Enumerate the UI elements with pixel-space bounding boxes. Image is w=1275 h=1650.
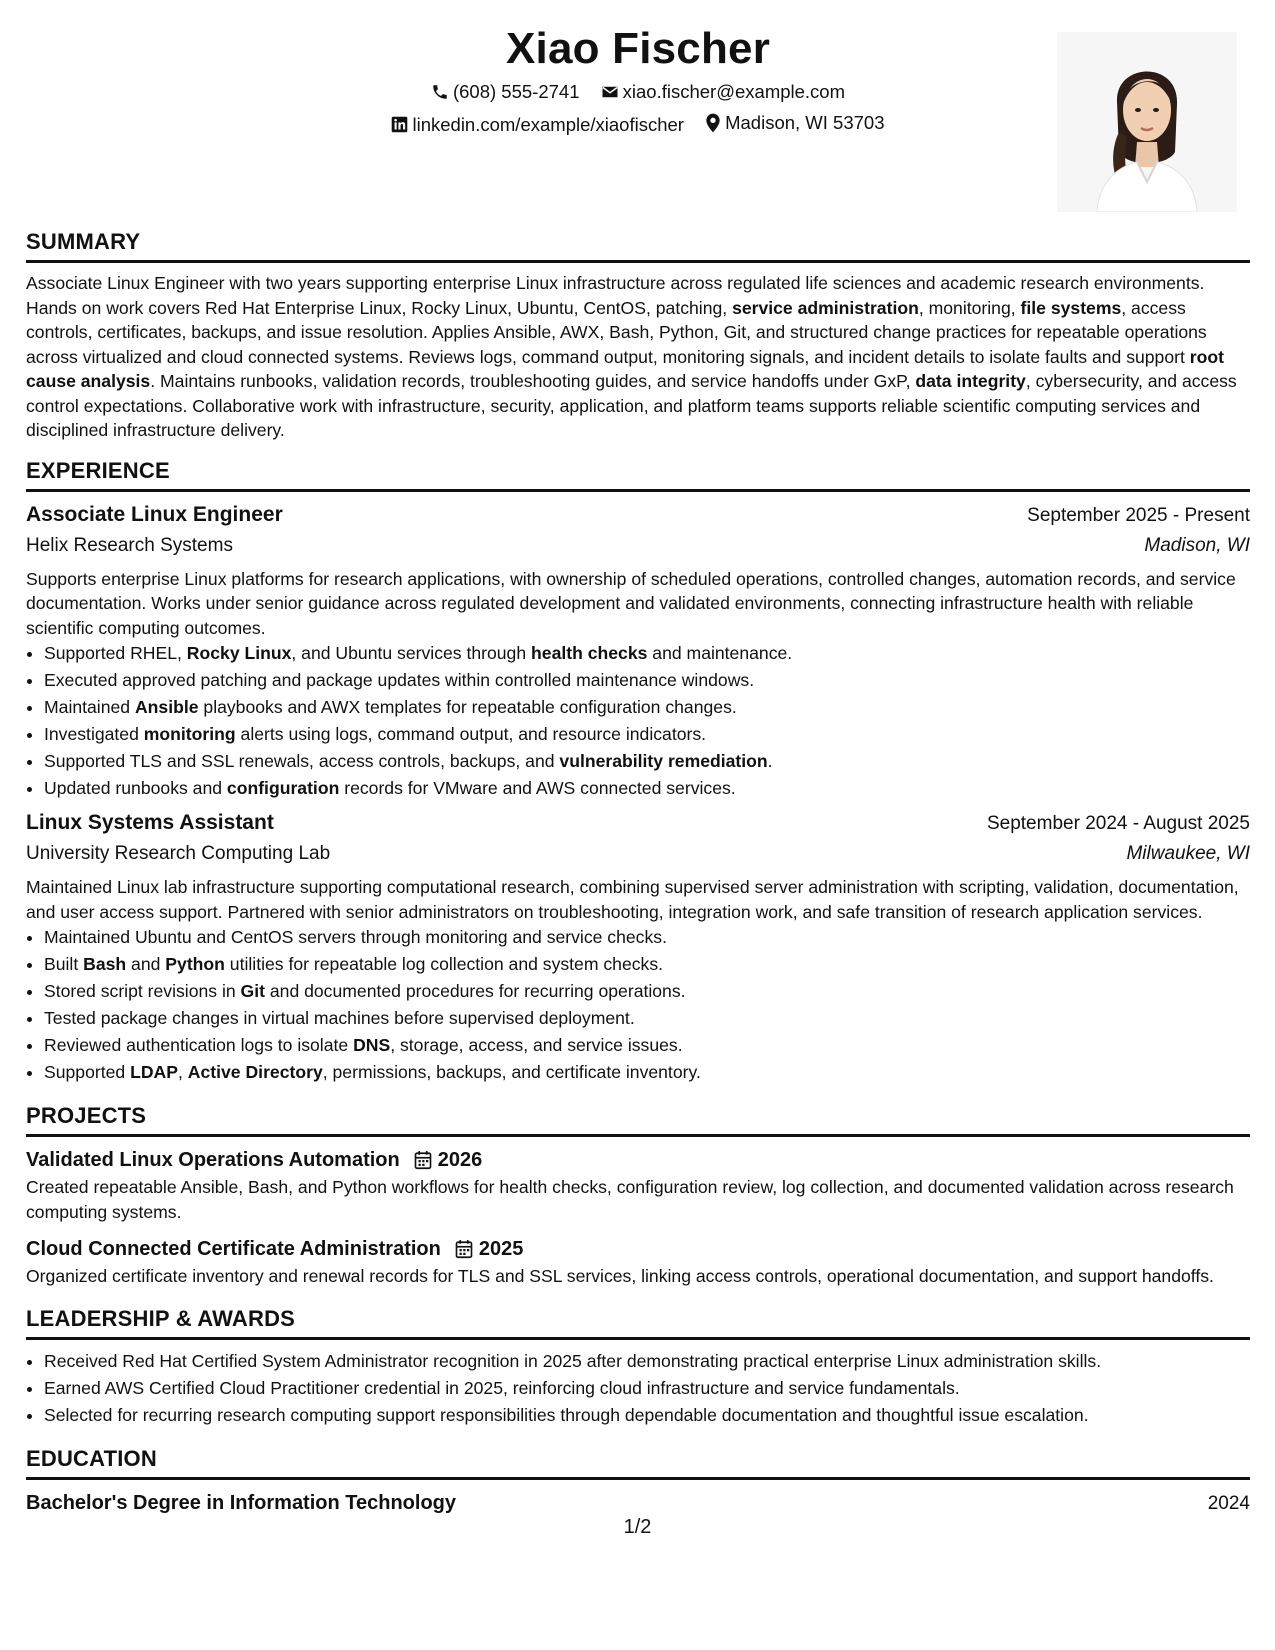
job-dates: September 2024 - August 2025 [986,813,1250,834]
job-title: Linux Systems Assistant [26,811,274,834]
section-title: PROJECTS [26,1096,1250,1137]
contact-email[interactable] [601,79,845,105]
project-year: 2025 [478,1238,524,1260]
phone-text: (608) 555-2741 [452,81,580,102]
education-degree: Bachelor's Degree in Information Technology [26,1491,457,1514]
summary-text: Associate Linux Engineer with two years supporting enterprise Linux infrastructure across regulated life sciences and academic research environments. Hands on work covers Red Hat Enterprise Linux, Rocky Linux, Ubuntu, CentOS, patching, service administration, monitoring, file systems, access controls, certificates, backups, and issue resolution. Applies Ansible, AWX, Bash, Python, Git, and structured change practices for repeatable operations across virtualized and cloud connected systems. Reviews logs, command output, monitoring signals, and incident details to isolate faults and support root cause analysis. Maintains runbooks, validation records, troubleshooting guides, and service handoffs under GxP, data integrity, cybersecurity, and access control expectations. Collaborative work with infrastructure, security, application, and platform teams supports reliable scientific computing services and disciplined infrastructure delivery. [26,273,1237,440]
education-year: 2024 [1207,1492,1250,1514]
list-item: • Updated runbooks and configuration records for VMware and AWS connected services. [44,775,1250,802]
list-item: • Selected for recurring research computing support responsibilities through dependable documentation and thoughtful issue escalation. [44,1402,1250,1429]
list-item: • Earned AWS Certified Cloud Practitioner credential in 2025, reinforcing cloud infrastructure and service fundamentals. [44,1375,1250,1402]
page-number: 1/2 [623,1516,652,1538]
education-section [26,1439,1250,1519]
list-item: • Received Red Hat Certified System Administrator recognition in 2025 after demonstrating practical enterprise Linux administration skills. [44,1348,1250,1375]
resume-page [26,0,1250,1519]
project-description: Created repeatable Ansible, Bash, and Python workflows for health checks, configuration review, log collection, and documented validation across research computing systems. [26,1177,1234,1222]
company-name: Helix Research Systems [26,534,233,556]
job-bullets [26,924,1250,1086]
list-item: • Supported LDAP, Active Directory, permissions, backups, and certificate inventory. [44,1059,1250,1086]
resume-header [26,0,1250,222]
linkedin-icon [391,116,408,133]
list-item: • Reviewed authentication logs to isolate DNS, storage, access, and service issues. [44,1032,1250,1059]
job-dates: September 2025 - Present [1027,504,1250,526]
list-item: • Supported RHEL, Rocky Linux, and Ubuntu services through health checks and maintenance. [44,640,1250,667]
job-description: Maintained Linux lab infrastructure supporting computational research, combining supervised server administration with scripting, validation, documentation, and user access support. Partnered with senior administrators on troubleshooting, integration work, and safe transition of research application services. [26,877,1239,922]
project-title: Cloud Connected Certificate Administration [26,1238,441,1260]
job-location: Milwaukee, WI [1126,843,1250,864]
project-description: Organized certificate inventory and renewal records for TLS and SSL services, linking access controls, operational documentation, and support handoffs. [26,1266,1214,1286]
summary-section [26,222,1250,443]
projects-section [26,1096,1250,1289]
job-location: Madison, WI [1144,534,1250,556]
job-description: Supports enterprise Linux platforms for research applications, with ownership of scheduled operations, controlled changes, automation records, and service documentation. Works under senior guidance across regulated development and validated environments, connecting infrastructure health with reliable scientific computing outcomes. [26,568,1236,638]
contact-linkedin[interactable] [391,112,683,138]
job-title: Associate Linux Engineer [26,502,283,526]
job-entry [26,500,1250,803]
list-item: • Tested package changes in virtual machines before supervised deployment. [44,1005,1250,1032]
list-item: • Maintained Ubuntu and CentOS servers through monitoring and service checks. [44,924,1250,951]
list-item: • Maintained Ansible playbooks and AWX templates for repeatable configuration changes. [44,694,1250,721]
calendar-icon [455,1239,473,1259]
location-text: Madison, WI 53703 [725,112,885,133]
project-title: Validated Linux Operations Automation [26,1149,400,1171]
envelope-icon [601,83,619,101]
section-title: EDUCATION [26,1439,1250,1480]
phone-icon [431,83,449,101]
job-bullets [26,640,1250,802]
awards-list [26,1348,1250,1429]
contact-location [705,110,884,136]
portrait-image [1057,32,1237,212]
map-pin-icon [705,113,721,133]
company-name: University Research Computing Lab [26,843,331,864]
project-entry [26,1145,1250,1224]
list-item: • Investigated monitoring alerts using logs, command output, and resource indicators. [44,721,1250,748]
list-item: • Built Bash and Python utilities for repeatable log collection and system checks. [44,951,1250,978]
project-entry [26,1234,1250,1289]
experience-section [26,451,1250,1087]
linkedin-link[interactable]: linkedin.com/example/xiaofischer [412,113,684,135]
job-entry [26,808,1250,1086]
project-year: 2026 [437,1149,483,1171]
email-link[interactable]: xiao.fischer@example.com [622,81,846,102]
leadership-section [26,1299,1250,1429]
contact-phone [431,79,580,105]
section-title: EXPERIENCE [26,451,1250,492]
profile-photo [1057,32,1237,212]
list-item: • Stored script revisions in Git and documented procedures for recurring operations. [44,978,1250,1005]
list-item: • Executed approved patching and package updates within controlled maintenance windows. [44,667,1250,694]
section-title: SUMMARY [26,222,1250,263]
calendar-icon [414,1150,432,1170]
candidate-name: Xiao Fischer [505,24,771,73]
section-title: LEADERSHIP & AWARDS [26,1299,1250,1340]
list-item: • Supported TLS and SSL renewals, access controls, backups, and vulnerability remediation. [44,748,1250,775]
